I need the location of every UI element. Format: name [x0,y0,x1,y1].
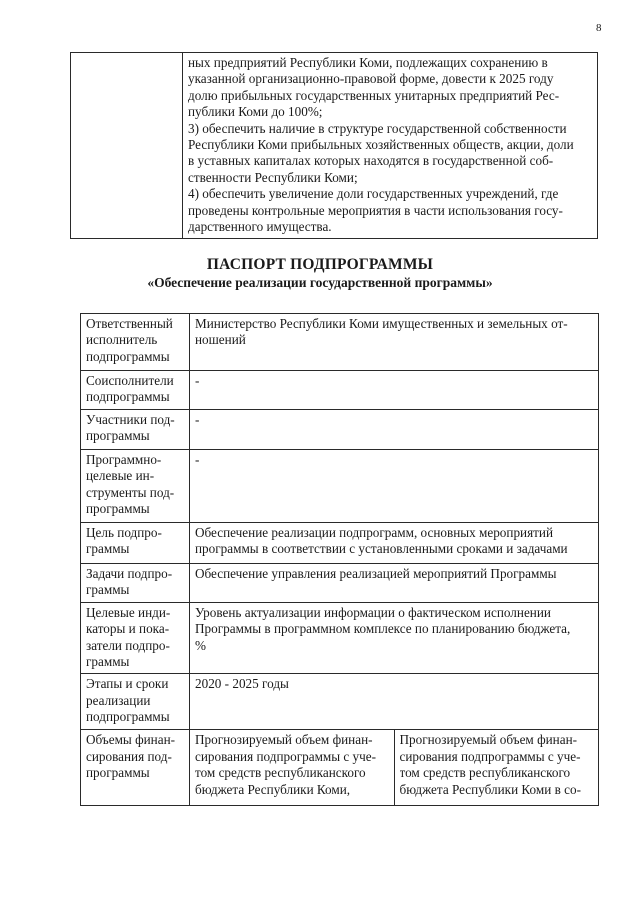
label-line: целевые ин- [86,468,155,484]
finance-left-clip [195,732,390,802]
label-line: программы [86,501,150,517]
label-line: граммы [86,654,130,670]
value-cell [190,674,599,730]
label-cell [81,449,190,522]
value-dash: - [195,373,200,388]
label-line: исполнитель [86,332,158,348]
label-cell [81,371,190,410]
label-line: Задачи подпро- [86,565,173,581]
finance-left-cell [190,730,395,806]
continuation-text-cell [183,53,598,239]
value-dash: - [195,451,200,467]
label-cell [81,409,190,449]
label-line: Цель подпро- [86,524,162,540]
value-line: Обеспечение реализации подпрограмм, основных мероприятий [195,524,554,540]
label-cell [81,314,190,371]
row-participants [81,409,599,449]
value-line: % [195,637,206,653]
label-line: граммы [86,541,130,557]
value-line: том средств республиканского [399,765,571,781]
value-cell [190,602,599,674]
label-line: струменты под- [86,484,175,500]
row-finance [81,730,599,806]
continuation-line: 4) обеспечить увеличение доли государственных учреждений, где [188,186,559,202]
continuation-line: долю прибыльных государственных унитарных предприятий Рес- [188,87,560,103]
value-line: Прогнозируемый объем финан- [399,732,578,748]
value-line: бюджета Республики Коми, [195,781,351,797]
label-line: граммы [86,582,130,598]
row-stages [81,674,599,730]
continuation-empty-cell [71,53,183,239]
value-dash: - [195,411,200,427]
passport-title: ПАСПОРТ ПОДПРОГРАММЫ [206,256,434,273]
row-tasks [81,563,599,602]
section-title [0,255,640,292]
value-cell [190,409,599,449]
continuation-line: 3) обеспечить наличие в структуре государственной собственности [188,120,567,136]
label-line: затели подпро- [86,637,170,653]
page-number: 8 [596,22,602,34]
continuation-line: проведены контрольные мероприятия в части использования госу- [188,202,563,218]
label-line: программы [86,765,150,781]
value-line: программы в соответствии с установленными сроками и задачами [195,541,568,557]
row-indicators [81,602,599,674]
label-line: Участники под- [86,411,175,427]
continuation-row [71,53,598,239]
value-cell [190,449,599,522]
value-line: Уровень актуализации информации о фактическом исполнении [195,604,551,620]
label-cell [81,563,190,602]
value-line: сирования подпрограммы с уче- [195,748,377,764]
value-line: Программы в программном комплексе по планированию бюджета, [195,621,571,637]
passport-table [80,313,599,806]
label-line: подпрограммы [86,389,170,405]
row-responsible [81,314,599,371]
value-cell [190,563,599,602]
label-line: подпрограммы [86,709,170,725]
value-line: Прогнозируемый объем финан- [195,732,373,748]
label-line: Этапы и сроки [86,676,169,692]
value-line: ношений [195,332,246,348]
value-line: бюджета Республики Коми в со- [399,781,581,797]
label-cell [81,674,190,730]
continuation-line: публики Коми до 100%; [188,104,323,120]
continuation-line: дарственного имущества. [188,219,332,235]
continuation-line: в уставных капиталах которых находятся в государственной соб- [188,153,554,169]
finance-right-cell [394,730,599,806]
value-line: Обеспечение управления реализацией мероприятий Программы [195,565,557,581]
label-cell [81,602,190,674]
label-line: Целевые инди- [86,604,171,620]
value-line: сирования подпрограммы с уче- [399,748,581,764]
value-line: Министерство Республики Коми имущественных и земельных от- [195,316,568,331]
continuation-line: Республики Коми прибыльных хозяйственных обществ, акции, доли [188,137,574,153]
row-tools [81,449,599,522]
label-line: Соисполнители [86,373,174,388]
label-line: программы [86,428,150,444]
value-cell [190,522,599,563]
label-line: Программно- [86,451,162,467]
label-cell [81,522,190,563]
continuation-line: указанной организационно-правовой форме, довести к 2025 году [188,71,554,87]
value-cell [190,371,599,410]
label-line: каторы и пока- [86,621,170,637]
label-line: Объемы финан- [86,732,176,748]
row-coexecutors [81,371,599,410]
continuation-line: ственности Республики Коми; [188,169,358,185]
label-line: реализации [86,692,151,708]
passport-subtitle: «Обеспечение реализации государственной программы» [147,275,493,290]
label-cell [81,730,190,806]
label-line: Ответственный [86,316,173,331]
continuation-line: ных предприятий Республики Коми, подлежащих сохранению в [188,55,548,70]
value-cell [190,314,599,371]
label-line: подпрограммы [86,348,170,364]
continuation-table [70,52,598,239]
row-goal [81,522,599,563]
label-line: сирования под- [86,748,172,764]
finance-right-clip [400,732,595,802]
value-line: 2020 - 2025 годы [195,676,289,692]
value-line: том средств республиканского [195,765,366,781]
